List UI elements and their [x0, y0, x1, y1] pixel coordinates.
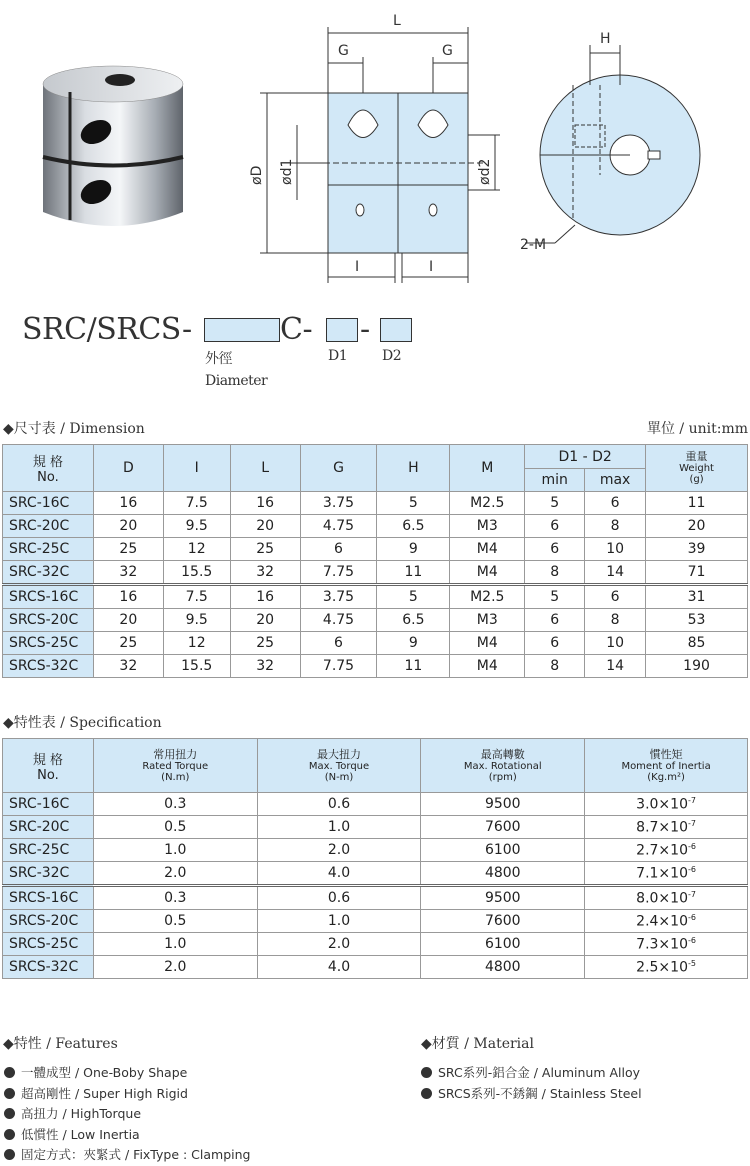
table-row	[3, 886, 748, 910]
material-item	[421, 1063, 642, 1084]
spec-header-inertia: 慣性矩 Moment of Inertia (Kg.m²)	[585, 739, 748, 793]
bullet-icon	[421, 1067, 432, 1078]
material-item-label: SRCS系列-不銹鋼 / Stainless Steel	[438, 1085, 642, 1101]
table-row	[3, 492, 748, 515]
row-model-cell: SRCS-32C	[3, 956, 94, 979]
table-cell: 5	[377, 492, 450, 515]
row-model-cell: SRC-16C	[3, 793, 94, 816]
dimension-title: ◆尺寸表 / Dimension	[3, 421, 145, 437]
row-model-cell: SRCS-20C	[3, 609, 94, 632]
table-cell: 25	[230, 632, 300, 655]
material-list	[421, 1063, 642, 1104]
table-cell: 32	[230, 561, 300, 585]
inertia-exponent: -6	[687, 912, 696, 922]
table-cell: 5	[525, 492, 585, 515]
table-cell: 190	[646, 655, 748, 678]
row-model-cell: SRCS-16C	[3, 886, 94, 910]
table-cell: 20	[646, 515, 748, 538]
table-cell: 6	[525, 538, 585, 561]
spec-header-max-rpm: 最高轉數 Max. Rotational (rpm)	[421, 739, 585, 793]
header-min: min	[525, 469, 585, 492]
row-model-cell: SRC-16C	[3, 492, 94, 515]
table-cell: 0.6	[257, 886, 421, 910]
label-M: 2-M	[520, 237, 547, 253]
row-model-cell: SRCS-32C	[3, 655, 94, 678]
table-cell: 6	[585, 492, 646, 515]
header-weight: 重量 Weight (g)	[646, 445, 748, 492]
table-cell: 16	[93, 492, 163, 515]
table-cell: M4	[450, 538, 525, 561]
table-row	[3, 862, 748, 886]
inertia-exponent: -7	[687, 889, 696, 899]
model-mid: C-	[280, 312, 313, 347]
table-cell: 8	[585, 609, 646, 632]
table-cell: 0.5	[93, 816, 257, 839]
table-row	[3, 515, 748, 538]
table-cell: M4	[450, 632, 525, 655]
spec-header-rated-torque: 常用扭力 Rated Torque (N.m)	[93, 739, 257, 793]
inertia-mantissa: 2.4×10	[636, 913, 688, 930]
inertia-cell	[585, 933, 748, 956]
table-cell: 5	[525, 585, 585, 609]
table-cell: 16	[93, 585, 163, 609]
label-H: H	[600, 31, 611, 47]
table-row	[3, 609, 748, 632]
diameter-box	[204, 318, 280, 342]
row-model-cell: SRC-25C	[3, 839, 94, 862]
table-cell: 11	[646, 492, 748, 515]
table-cell: 32	[93, 655, 163, 678]
table-row	[3, 632, 748, 655]
inertia-mantissa: 7.1×10	[636, 865, 688, 882]
bullet-icon	[421, 1088, 432, 1099]
table-cell: 12	[163, 538, 230, 561]
table-cell: 6	[300, 538, 377, 561]
table-cell: 14	[585, 655, 646, 678]
inertia-cell	[585, 886, 748, 910]
table-cell: 9	[377, 632, 450, 655]
inertia-mantissa: 7.3×10	[636, 936, 688, 953]
material-title: ◆材質 / Material	[421, 1036, 534, 1052]
table-cell: 7.5	[163, 492, 230, 515]
label-d1: ød1	[279, 158, 295, 185]
table-cell: 6.5	[377, 609, 450, 632]
table-cell: 1.0	[257, 816, 421, 839]
table-cell: 7.75	[300, 561, 377, 585]
features-item-label: 超高剛性 / Super High Rigid	[21, 1085, 188, 1101]
table-row	[3, 956, 748, 979]
inertia-exponent: -5	[687, 958, 696, 968]
bullet-icon	[4, 1129, 15, 1140]
table-cell: 4.0	[257, 956, 421, 979]
table-cell: 0.3	[93, 886, 257, 910]
table-cell: 7.75	[300, 655, 377, 678]
material-item-label: SRC系列-鋁合金 / Aluminum Alloy	[438, 1065, 641, 1080]
inertia-cell	[585, 793, 748, 816]
table-cell: 12	[163, 632, 230, 655]
table-cell: 25	[93, 632, 163, 655]
table-cell: 16	[230, 585, 300, 609]
features-item-label: 高扭力 / HighTorque	[21, 1106, 142, 1121]
inertia-exponent: -6	[687, 864, 696, 874]
inertia-exponent: -7	[687, 795, 696, 805]
table-cell: 9.5	[163, 515, 230, 538]
table-cell: 6	[525, 515, 585, 538]
header-D: D	[93, 445, 163, 492]
table-cell: 0.6	[257, 793, 421, 816]
table-cell: 53	[646, 609, 748, 632]
bullet-icon	[4, 1149, 15, 1160]
row-model-cell: SRCS-16C	[3, 585, 94, 609]
model-dash: -	[360, 312, 370, 347]
table-cell: 6	[585, 585, 646, 609]
table-cell: 4.0	[257, 862, 421, 886]
table-cell: 20	[230, 609, 300, 632]
d1-box	[326, 318, 358, 342]
table-cell: 9	[377, 538, 450, 561]
side-view-drawing	[245, 5, 505, 285]
header-H: H	[377, 445, 450, 492]
inertia-mantissa: 8.0×10	[636, 890, 688, 907]
model-code	[22, 312, 442, 392]
table-row	[3, 561, 748, 585]
table-cell: 4800	[421, 862, 585, 886]
caption-d1: D1	[328, 348, 348, 364]
label-G2: G	[442, 43, 453, 59]
label-I2: I	[429, 259, 434, 275]
row-model-cell: SRC-32C	[3, 561, 94, 585]
features-item-label: 一體成型 / One-Boby Shape	[21, 1065, 188, 1080]
row-model-cell: SRCS-25C	[3, 632, 94, 655]
inertia-exponent: -7	[687, 818, 696, 828]
table-cell: 7600	[421, 910, 585, 933]
table-cell: 25	[93, 538, 163, 561]
table-cell: 15.5	[163, 561, 230, 585]
table-cell: 3.75	[300, 585, 377, 609]
table-cell: 32	[230, 655, 300, 678]
table-cell: 14	[585, 561, 646, 585]
material-item	[421, 1084, 642, 1105]
table-cell: 25	[230, 538, 300, 561]
header-no: 規 格 No.	[3, 445, 94, 492]
table-row	[3, 933, 748, 956]
inertia-cell	[585, 816, 748, 839]
inertia-exponent: -6	[687, 935, 696, 945]
table-cell: 8	[525, 655, 585, 678]
table-cell: 9500	[421, 793, 585, 816]
table-cell: 3.75	[300, 492, 377, 515]
inertia-mantissa: 2.7×10	[636, 842, 688, 859]
label-D: øD	[249, 165, 265, 185]
specification-table	[2, 738, 748, 979]
table-row	[3, 910, 748, 933]
specification-title: ◆特性表 / Specification	[3, 715, 162, 731]
table-cell: M2.5	[450, 492, 525, 515]
dimension-table	[2, 444, 748, 678]
table-cell: 32	[93, 561, 163, 585]
table-cell: 1.0	[93, 839, 257, 862]
label-d2: ød2	[477, 158, 493, 185]
features-item	[4, 1084, 250, 1105]
caption-cn: 外徑	[205, 351, 232, 367]
table-cell: 31	[646, 585, 748, 609]
table-cell: 8	[585, 515, 646, 538]
table-row	[3, 538, 748, 561]
features-item	[4, 1125, 250, 1146]
table-cell: M3	[450, 609, 525, 632]
table-cell: 4.75	[300, 515, 377, 538]
table-row	[3, 585, 748, 609]
table-cell: 11	[377, 561, 450, 585]
row-model-cell: SRC-20C	[3, 816, 94, 839]
table-cell: 10	[585, 632, 646, 655]
table-cell: 6	[525, 609, 585, 632]
inertia-cell	[585, 910, 748, 933]
features-item	[4, 1145, 250, 1166]
label-I1: I	[355, 259, 360, 275]
table-cell: 10	[585, 538, 646, 561]
table-cell: 0.3	[93, 793, 257, 816]
bullet-icon	[4, 1108, 15, 1119]
label-G1: G	[338, 43, 349, 59]
features-item-label: 低慣性 / Low Inertia	[21, 1126, 140, 1142]
header-I: I	[163, 445, 230, 492]
features-list	[4, 1063, 250, 1166]
table-cell: 4800	[421, 956, 585, 979]
table-cell: 20	[230, 515, 300, 538]
row-model-cell: SRCS-20C	[3, 910, 94, 933]
table-row	[3, 655, 748, 678]
table-row	[3, 816, 748, 839]
table-cell: 2.0	[257, 933, 421, 956]
header-max: max	[585, 469, 646, 492]
header-L: L	[230, 445, 300, 492]
table-cell: 7600	[421, 816, 585, 839]
table-cell: 4.75	[300, 609, 377, 632]
table-cell: 0.5	[93, 910, 257, 933]
row-model-cell: SRC-32C	[3, 862, 94, 886]
unit-label: 單位 / unit:mm	[646, 421, 748, 437]
header-M: M	[450, 445, 525, 492]
inertia-mantissa: 3.0×10	[636, 796, 688, 813]
table-row	[3, 839, 748, 862]
features-item-label: 固定方式：夾緊式 / FixType : Clamping	[21, 1147, 251, 1162]
table-cell: 8	[525, 561, 585, 585]
table-cell: 6	[300, 632, 377, 655]
header-d1d2: D1 - D2	[525, 445, 646, 469]
label-L: L	[393, 13, 401, 29]
table-cell: 20	[93, 515, 163, 538]
table-cell: 15.5	[163, 655, 230, 678]
header-G: G	[300, 445, 377, 492]
bullet-icon	[4, 1067, 15, 1078]
table-cell: 2.0	[257, 839, 421, 862]
features-item	[4, 1104, 250, 1125]
table-cell: 16	[230, 492, 300, 515]
table-cell: 5	[377, 585, 450, 609]
coupling-photo	[38, 62, 188, 232]
table-cell: M4	[450, 655, 525, 678]
table-cell: 2.0	[93, 956, 257, 979]
d2-box	[380, 318, 412, 342]
table-cell: 6.5	[377, 515, 450, 538]
table-cell: M2.5	[450, 585, 525, 609]
inertia-cell	[585, 862, 748, 886]
inertia-mantissa: 2.5×10	[636, 959, 688, 976]
inertia-cell	[585, 839, 748, 862]
features-title: ◆特性 / Features	[3, 1036, 118, 1052]
caption-d2: D2	[382, 348, 402, 364]
table-cell: 9500	[421, 886, 585, 910]
table-cell: 6100	[421, 839, 585, 862]
inertia-mantissa: 8.7×10	[636, 819, 688, 836]
table-row	[3, 793, 748, 816]
table-cell: 9.5	[163, 609, 230, 632]
table-cell: 1.0	[257, 910, 421, 933]
table-cell: 11	[377, 655, 450, 678]
row-model-cell: SRC-20C	[3, 515, 94, 538]
table-cell: 20	[93, 609, 163, 632]
table-cell: 71	[646, 561, 748, 585]
inertia-cell	[585, 956, 748, 979]
model-prefix: SRC/SRCS-	[22, 312, 192, 347]
row-model-cell: SRC-25C	[3, 538, 94, 561]
spec-header-max-torque: 最大扭力 Max. Torque (N-m)	[257, 739, 421, 793]
table-cell: 7.5	[163, 585, 230, 609]
table-cell: 6100	[421, 933, 585, 956]
table-cell: 2.0	[93, 862, 257, 886]
features-item	[4, 1063, 250, 1084]
table-cell: M4	[450, 561, 525, 585]
inertia-exponent: -6	[687, 841, 696, 851]
table-cell: 85	[646, 632, 748, 655]
caption-en: Diameter	[205, 373, 268, 389]
table-cell: 39	[646, 538, 748, 561]
bullet-icon	[4, 1088, 15, 1099]
end-view-drawing	[520, 25, 720, 265]
table-cell: 6	[525, 632, 585, 655]
table-cell: M3	[450, 515, 525, 538]
table-cell: 1.0	[93, 933, 257, 956]
row-model-cell: SRCS-25C	[3, 933, 94, 956]
spec-header-no: 規 格 No.	[3, 739, 94, 793]
